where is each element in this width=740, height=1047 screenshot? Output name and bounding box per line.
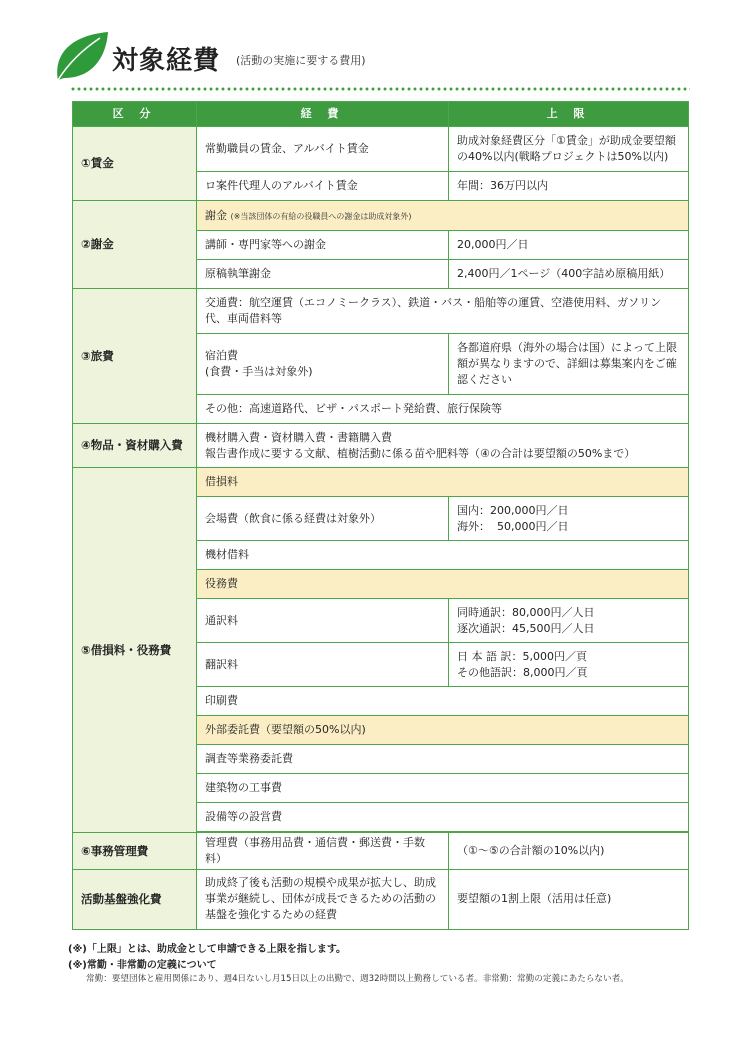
limit-cell: 20,000円／日 [449, 231, 689, 260]
expense-line: (食費・手当は対象外) [205, 365, 313, 378]
expense-cell: 講師・専門家等への謝金 [197, 231, 449, 260]
expense-table [72, 101, 689, 930]
table-row [73, 869, 689, 929]
category-cell: ②謝金 [73, 201, 197, 289]
table-row [73, 833, 689, 870]
dotted-divider [70, 87, 690, 91]
leaf-icon [52, 28, 110, 84]
expense-line: 機材購入費・資材購入費・書籍購入費 [205, 430, 392, 444]
table-header-row [73, 102, 689, 127]
category-cell: ③旅費 [73, 289, 197, 424]
header-limit: 上 限 [449, 102, 689, 127]
limit-line: その他語訳：8,000円／頁 [457, 665, 588, 679]
limit-cell: 助成対象経費区分「①賃金」が助成金要望額の40%以内(戦略プロジェクトは50%以内) [449, 127, 689, 172]
expense-cell: 設備等の設営費 [197, 803, 689, 832]
expense-cell: 会場費（飲食に係る経費は対象外） [197, 497, 449, 541]
limit-line: 同時通訳：80,000円／人日 [457, 605, 595, 619]
category-cell: 活動基盤強化費 [73, 869, 197, 929]
limit-line: 国内：200,000円／日 [457, 503, 569, 517]
subheader-label: 謝金 [205, 208, 227, 222]
expense-cell: 調査等業務委託費 [197, 745, 689, 774]
page-title: 対象経費 [112, 46, 221, 76]
footnote-limit: (※)「上限」とは、助成金として申請できる上限を指します。 [68, 944, 347, 955]
expense-cell [197, 334, 449, 395]
expense-cell: 建築物の工事費 [197, 774, 689, 803]
footnote-definition-text: 常勤：要望団体と雇用関係にあり、週4日ないし月15日以上の出勤で、週32時間以上勤務している者。非常勤：常勤の定義にあたらない者。 [86, 974, 629, 984]
expense-line: 宿泊費 [205, 349, 238, 363]
section-header [52, 28, 692, 88]
expense-cell: 常勤職員の賃金、アルバイト賃金 [197, 127, 449, 172]
expense-cell: 翻訳料 [197, 643, 449, 687]
subheader-cell: 役務費 [197, 570, 689, 599]
subheader-cell: 借損料 [197, 468, 689, 497]
subheader-cell [197, 201, 689, 231]
limit-line: 海外： 50,000円／日 [457, 519, 569, 533]
subheader-cell: 外部委託費（要望額の50%以内) [197, 716, 689, 745]
category-cell: ①賃金 [73, 127, 197, 201]
table-row [73, 201, 689, 231]
expense-cell: 原稿執筆謝金 [197, 260, 449, 289]
limit-line: 日 本 語 訳：5,000円／頁 [457, 649, 587, 663]
expense-cell: 助成終了後も活動の規模や成果が拡大し、助成事業が継続し、団体が成長できるための活動の基盤を強化するための経費 [197, 869, 449, 929]
limit-cell: 要望額の1割上限（活用は任意) [449, 869, 689, 929]
limit-cell [449, 497, 689, 541]
expense-line: 報告書作成に要する文献、植樹活動に係る苗や肥料等（④の合計は要望額の50%まで） [205, 446, 636, 460]
table-row [73, 424, 689, 468]
limit-cell: 年間：36万円以内 [449, 172, 689, 201]
limit-cell: 2,400円／1ページ（400字詰め原稿用紙） [449, 260, 689, 289]
expense-cell [197, 424, 689, 468]
header-expense: 経 費 [197, 102, 449, 127]
expense-cell: 印刷費 [197, 687, 689, 716]
table-row [73, 127, 689, 172]
header-category: 区 分 [73, 102, 197, 127]
limit-line: 逐次通訳：45,500円／人日 [457, 621, 595, 635]
expense-cell: 管理費（事務用品費・通信費・郵送費・手数料） [197, 833, 449, 870]
category-cell: ⑤借損料・役務費 [73, 468, 197, 833]
footnote-definition-title: (※)常勤・非常勤の定義について [68, 959, 217, 971]
expense-cell: その他：高速道路代、ビザ・パスポート発給費、旅行保険等 [197, 395, 689, 424]
expense-cell: 交通費：航空運賃（エコノミークラス）、鉄道・バス・船舶等の運賃、空港使用料、ガソリン代、車両借料等 [197, 289, 689, 334]
page-subtitle: (活動の実施に要する費用) [236, 54, 366, 67]
subheader-note: (※当該団体の有給の役職員への謝金は助成対象外) [230, 211, 412, 221]
limit-cell: （①〜⑤の合計額の10%以内) [449, 833, 689, 870]
category-cell: ⑥事務管理費 [73, 833, 197, 870]
limit-cell [449, 643, 689, 687]
expense-cell: ロ案件代理人のアルバイト賃金 [197, 172, 449, 201]
table-row [73, 289, 689, 334]
expense-cell: 機材借料 [197, 541, 689, 570]
limit-cell [449, 599, 689, 643]
limit-cell: 各都道府県（海外の場合は国）によって上限額が異なりますので、詳細は募集案内をご確認ください [449, 334, 689, 395]
footnotes [68, 942, 708, 986]
expense-cell: 通訳料 [197, 599, 449, 643]
category-cell: ④物品・資材購入費 [73, 424, 197, 468]
table-row [73, 468, 689, 497]
